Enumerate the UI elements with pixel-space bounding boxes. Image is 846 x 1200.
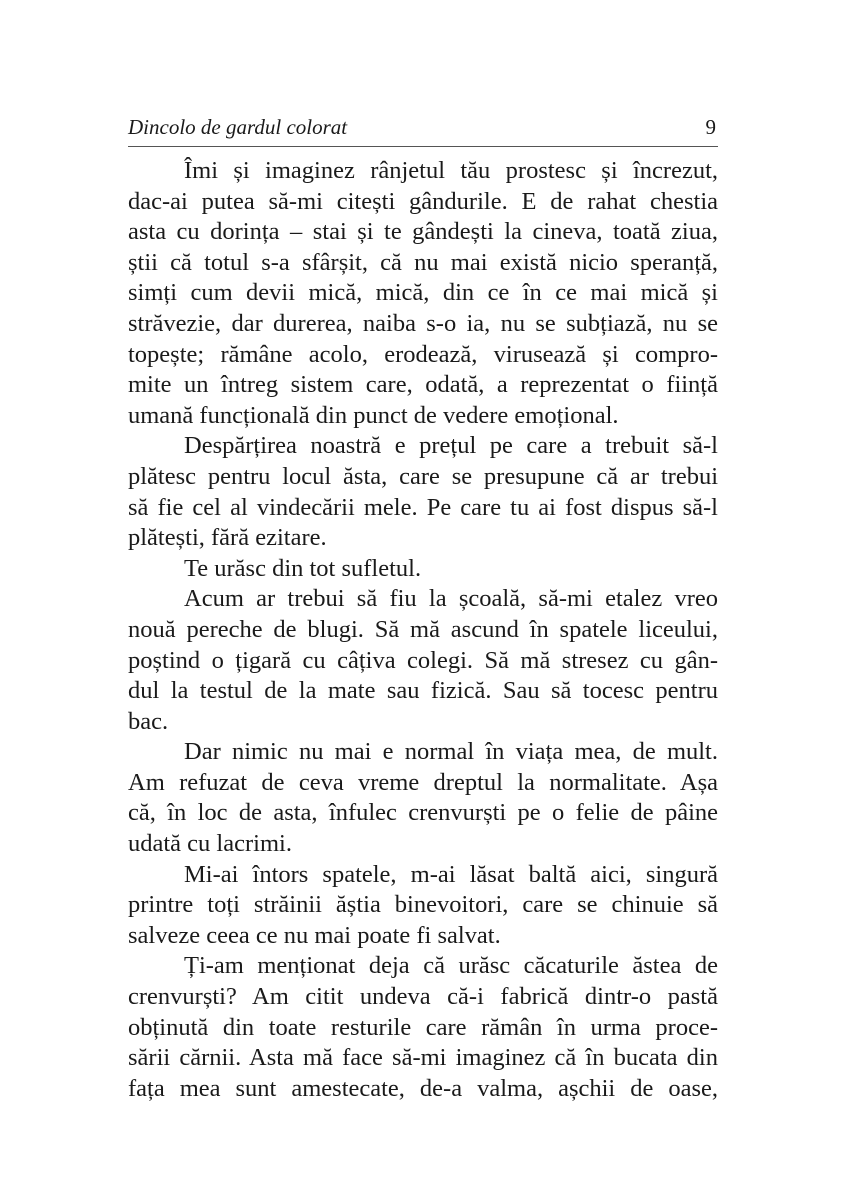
paragraph bbox=[128, 737, 718, 859]
body-text bbox=[128, 156, 718, 1104]
running-header bbox=[128, 116, 718, 147]
text-line: străvezie, dar durerea, naiba s-o ia, nu se subțiază, nu se bbox=[128, 309, 718, 337]
text-line: Ți-am menționat deja că urăsc căcaturile ăstea de bbox=[184, 952, 718, 980]
paragraph bbox=[128, 951, 718, 1104]
paragraph bbox=[128, 156, 718, 431]
text-line: bac. bbox=[128, 707, 169, 735]
text-line: Te urăsc din tot sufletul. bbox=[184, 554, 422, 582]
book-title: Dincolo de gardul colorat bbox=[128, 115, 348, 139]
text-line: simți cum devii mică, mică, din ce în ce mai mică și bbox=[128, 279, 718, 307]
text-line: că, în loc de asta, înfulec crenvurști pe o felie de pâine bbox=[128, 799, 718, 827]
text-line: topește; rămâne acolo, erodează, virusează și compro- bbox=[128, 340, 718, 368]
text-line: Mi-ai întors spatele, m-ai lăsat baltă aici, singură bbox=[184, 860, 718, 888]
text-line: plătesc pentru locul ăsta, care se presupune că ar trebui bbox=[128, 462, 718, 490]
text-line: să fie cel al vindecării mele. Pe care tu ai fost dispus să-l bbox=[128, 493, 718, 521]
text-line: Acum ar trebui să fiu la școală, să-mi etalez vreo bbox=[184, 585, 718, 613]
text-line: printre toți străinii ăștia binevoitori, care se chinuie să bbox=[128, 891, 718, 919]
text-line: nouă pereche de blugi. Să mă ascund în spatele liceului, bbox=[128, 615, 718, 643]
text-line: mite un întreg sistem care, odată, a reprezentat o ființă bbox=[128, 371, 718, 399]
text-line: umană funcțională din punct de vedere emoțional. bbox=[128, 401, 619, 429]
text-line: obținută din toate resturile care rămân în urma proce- bbox=[128, 1013, 718, 1041]
text-line: udată cu lacrimi. bbox=[128, 830, 292, 858]
text-line: dul la testul de la mate sau fizică. Sau să tocesc pentru bbox=[128, 677, 718, 705]
paragraph bbox=[128, 554, 718, 585]
text-line: plătești, fără ezitare. bbox=[128, 524, 327, 552]
text-line: dac-ai putea să-mi citești gândurile. E de rahat chestia bbox=[128, 187, 718, 215]
text-line: asta cu dorința – stai și te gândești la cineva, toată ziua, bbox=[128, 218, 718, 246]
text-line: Am refuzat de ceva vreme dreptul la normalitate. Așa bbox=[128, 768, 718, 796]
text-line: Dar nimic nu mai e normal în viața mea, de mult. bbox=[184, 738, 718, 766]
paragraph bbox=[128, 584, 718, 737]
text-line: salveze ceea ce nu mai poate fi salvat. bbox=[128, 921, 501, 949]
text-line: fața mea sunt amestecate, de-a valma, așchii de oase, bbox=[128, 1074, 718, 1102]
text-line: Îmi și imaginez rânjetul tău prostesc și încrezut, bbox=[184, 157, 718, 184]
text-line: crenvurști? Am citit undeva că-i fabrică dintr-o pastă bbox=[128, 983, 718, 1011]
paragraph bbox=[128, 431, 718, 553]
paragraph bbox=[128, 860, 718, 952]
page-number: 9 bbox=[705, 115, 716, 139]
text-line: Despărțirea noastră e prețul pe care a trebuit să-l bbox=[184, 432, 718, 460]
text-line: știi că totul s-a sfârșit, că nu mai există nicio speranță, bbox=[128, 248, 718, 276]
text-line: poștind o țigară cu câțiva colegi. Să mă stresez cu gân- bbox=[128, 646, 718, 674]
text-line: sării cărnii. Asta mă face să-mi imaginez că în bucata din bbox=[128, 1044, 718, 1072]
